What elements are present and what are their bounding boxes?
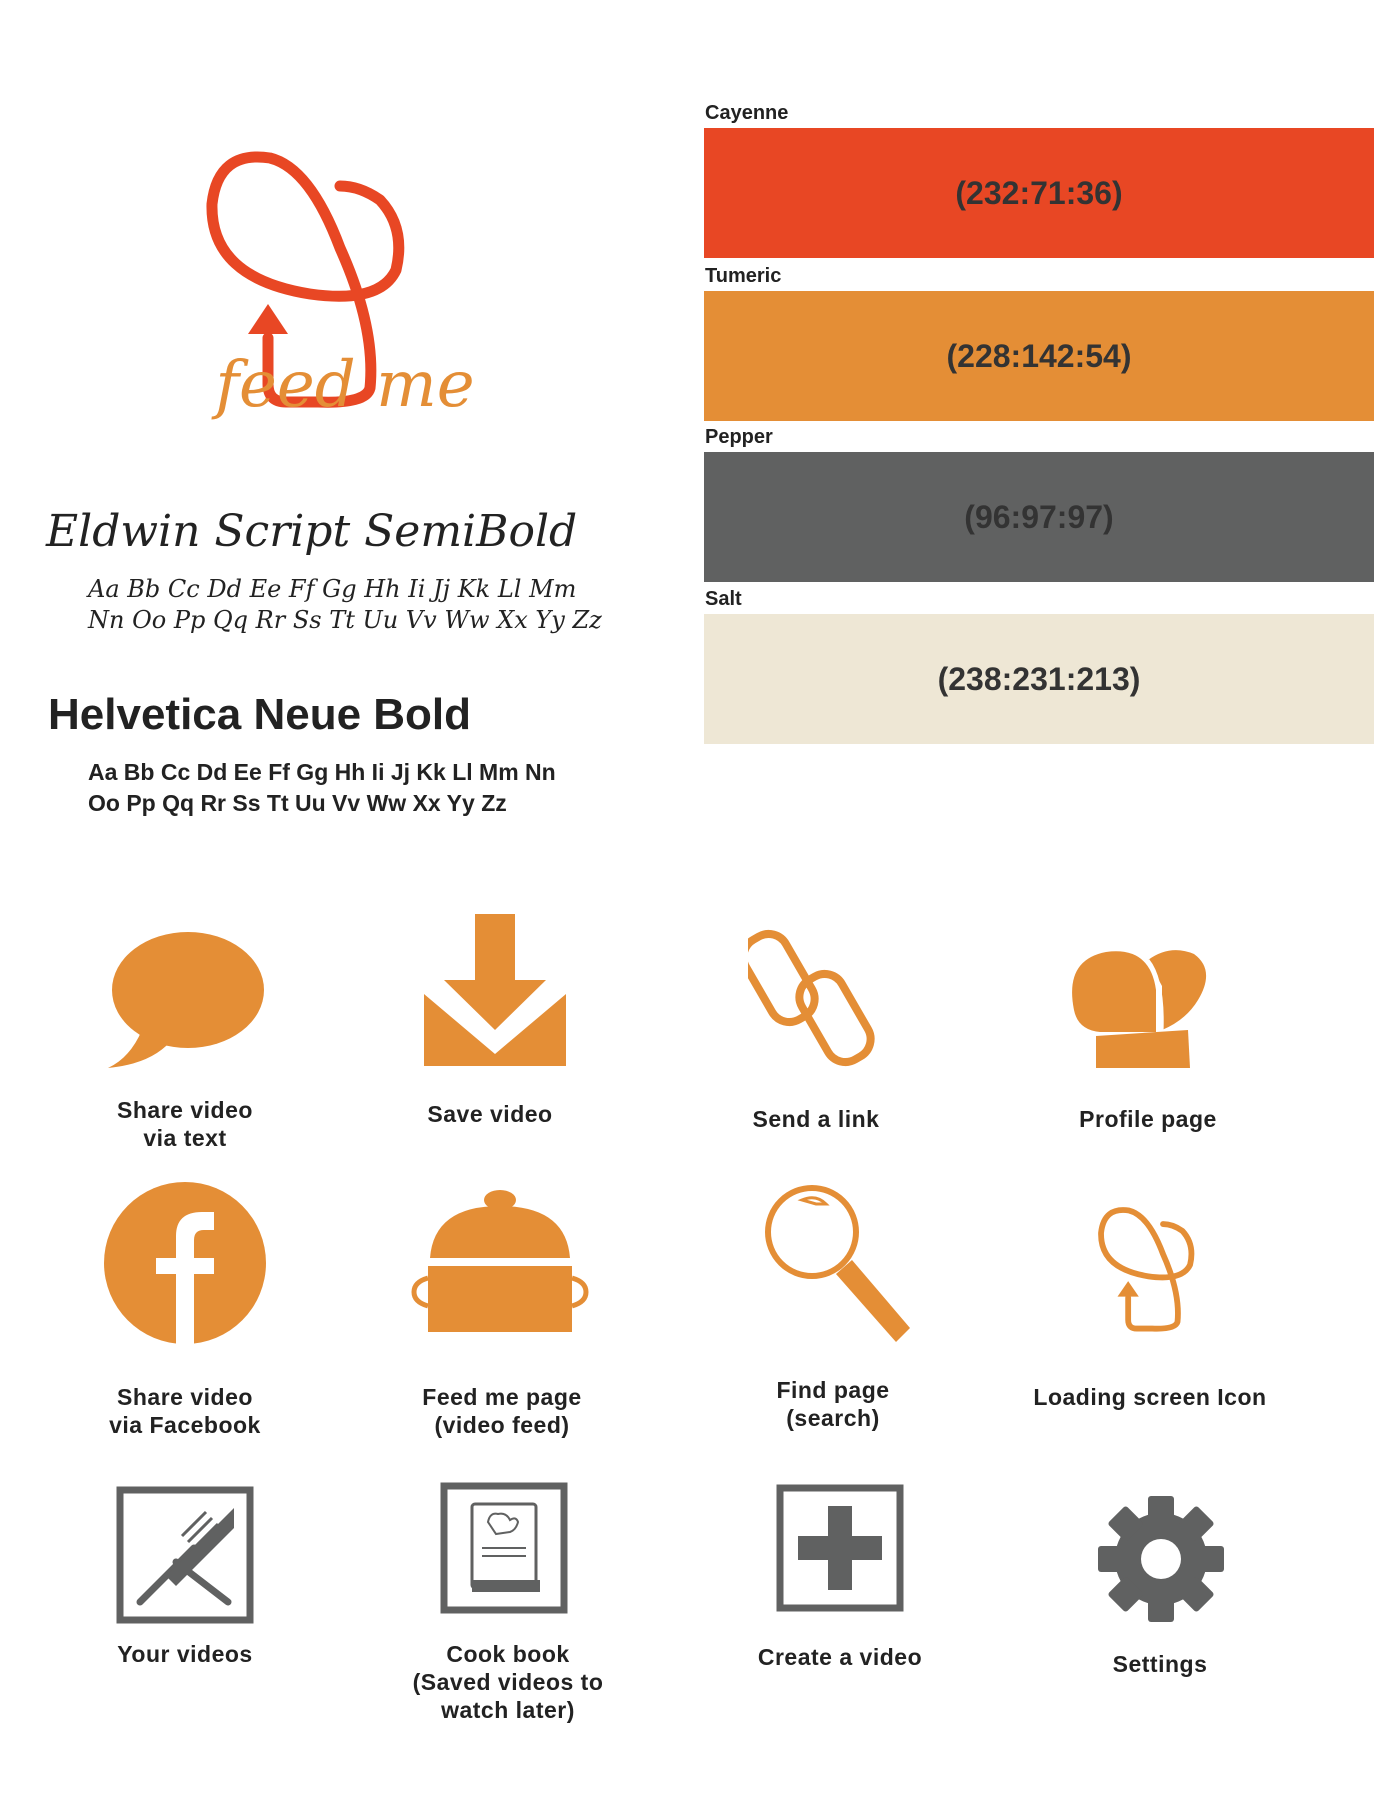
cooking-pot-icon <box>410 1186 590 1336</box>
label-line: Save video <box>427 1101 553 1127</box>
sans-alphabet-line: Aa Bb Cc Dd Ee Ff Gg Hh Ii Jj Kk Ll Mm Nn <box>88 759 556 785</box>
icon-label <box>342 1383 662 1439</box>
chain-link-icon <box>748 922 883 1072</box>
label-line: via Facebook <box>109 1412 261 1438</box>
icon-label <box>1000 1650 1320 1678</box>
label-line: (Saved videos to <box>412 1669 604 1695</box>
icon-label <box>990 1383 1310 1411</box>
fork-knife-icon <box>116 1486 254 1624</box>
facebook-icon <box>102 1180 268 1346</box>
download-tray-icon <box>420 910 570 1070</box>
swatch-name: Pepper <box>705 426 773 448</box>
swatch-salt <box>704 614 1374 744</box>
label-line: Send a link <box>752 1106 880 1132</box>
swatch-name: Cayenne <box>705 102 789 124</box>
icon-label <box>673 1376 993 1432</box>
swatch-value: (232:71:36) <box>955 174 1123 211</box>
label-line: Loading screen Icon <box>1033 1384 1267 1410</box>
icon-label <box>25 1640 345 1668</box>
swatch-pepper <box>704 452 1374 582</box>
font-name-sans: Helvetica Neue Bold <box>48 690 472 739</box>
label-line: Profile page <box>1079 1106 1217 1132</box>
logo-wordmark: feed me <box>215 348 475 422</box>
chef-hat-icon <box>1060 940 1210 1070</box>
icon-label <box>25 1096 345 1152</box>
swatch-tumeric <box>704 291 1374 421</box>
sans-alphabet-line: Oo Pp Qq Rr Ss Tt Uu Vv Ww Xx Yy Zz <box>88 790 507 816</box>
sans-alphabet <box>88 757 556 819</box>
icon-label <box>656 1105 976 1133</box>
label-line: Share video <box>117 1097 253 1123</box>
label-line: via text <box>143 1125 227 1151</box>
swatch-cayenne <box>704 128 1374 258</box>
icon-label <box>348 1640 668 1724</box>
font-name-script: Eldwin Script SemiBold <box>46 506 578 557</box>
label-line: Share video <box>117 1384 253 1410</box>
swatch-value: (96:97:97) <box>964 498 1114 535</box>
cookbook-icon <box>440 1482 568 1614</box>
label-line: Find page <box>776 1377 890 1403</box>
label-line: Cook book <box>446 1641 570 1667</box>
icon-label <box>330 1100 650 1128</box>
icon-label <box>988 1105 1308 1133</box>
swatch-value: (238:231:213) <box>937 660 1141 697</box>
swatch-name: Tumeric <box>705 265 782 287</box>
script-alphabet <box>88 574 602 636</box>
label-line: (video feed) <box>434 1412 570 1438</box>
label-line: Your videos <box>117 1641 253 1667</box>
magnifier-icon <box>760 1180 910 1350</box>
label-line: watch later) <box>441 1697 575 1723</box>
gear-icon <box>1096 1494 1226 1624</box>
label-line: Create a video <box>757 1644 923 1670</box>
speech-bubble-icon <box>100 930 270 1070</box>
swatch-value: (228:142:54) <box>946 337 1132 374</box>
label-line: Settings <box>1112 1651 1208 1677</box>
label-line: (search) <box>786 1405 880 1431</box>
script-alphabet-line: Aa Bb Cc Dd Ee Ff Gg Hh Ii Jj Kk Ll Mm <box>88 575 577 603</box>
feedme-logo-icon <box>1088 1196 1238 1346</box>
icon-label <box>680 1643 1000 1671</box>
label-line: Feed me page <box>422 1384 582 1410</box>
script-alphabet-line: Nn Oo Pp Qq Rr Ss Tt Uu Vv Ww Xx Yy Zz <box>88 606 602 634</box>
swatch-name: Salt <box>705 588 742 610</box>
icon-label <box>25 1383 345 1439</box>
plus-box-icon <box>776 1484 904 1612</box>
